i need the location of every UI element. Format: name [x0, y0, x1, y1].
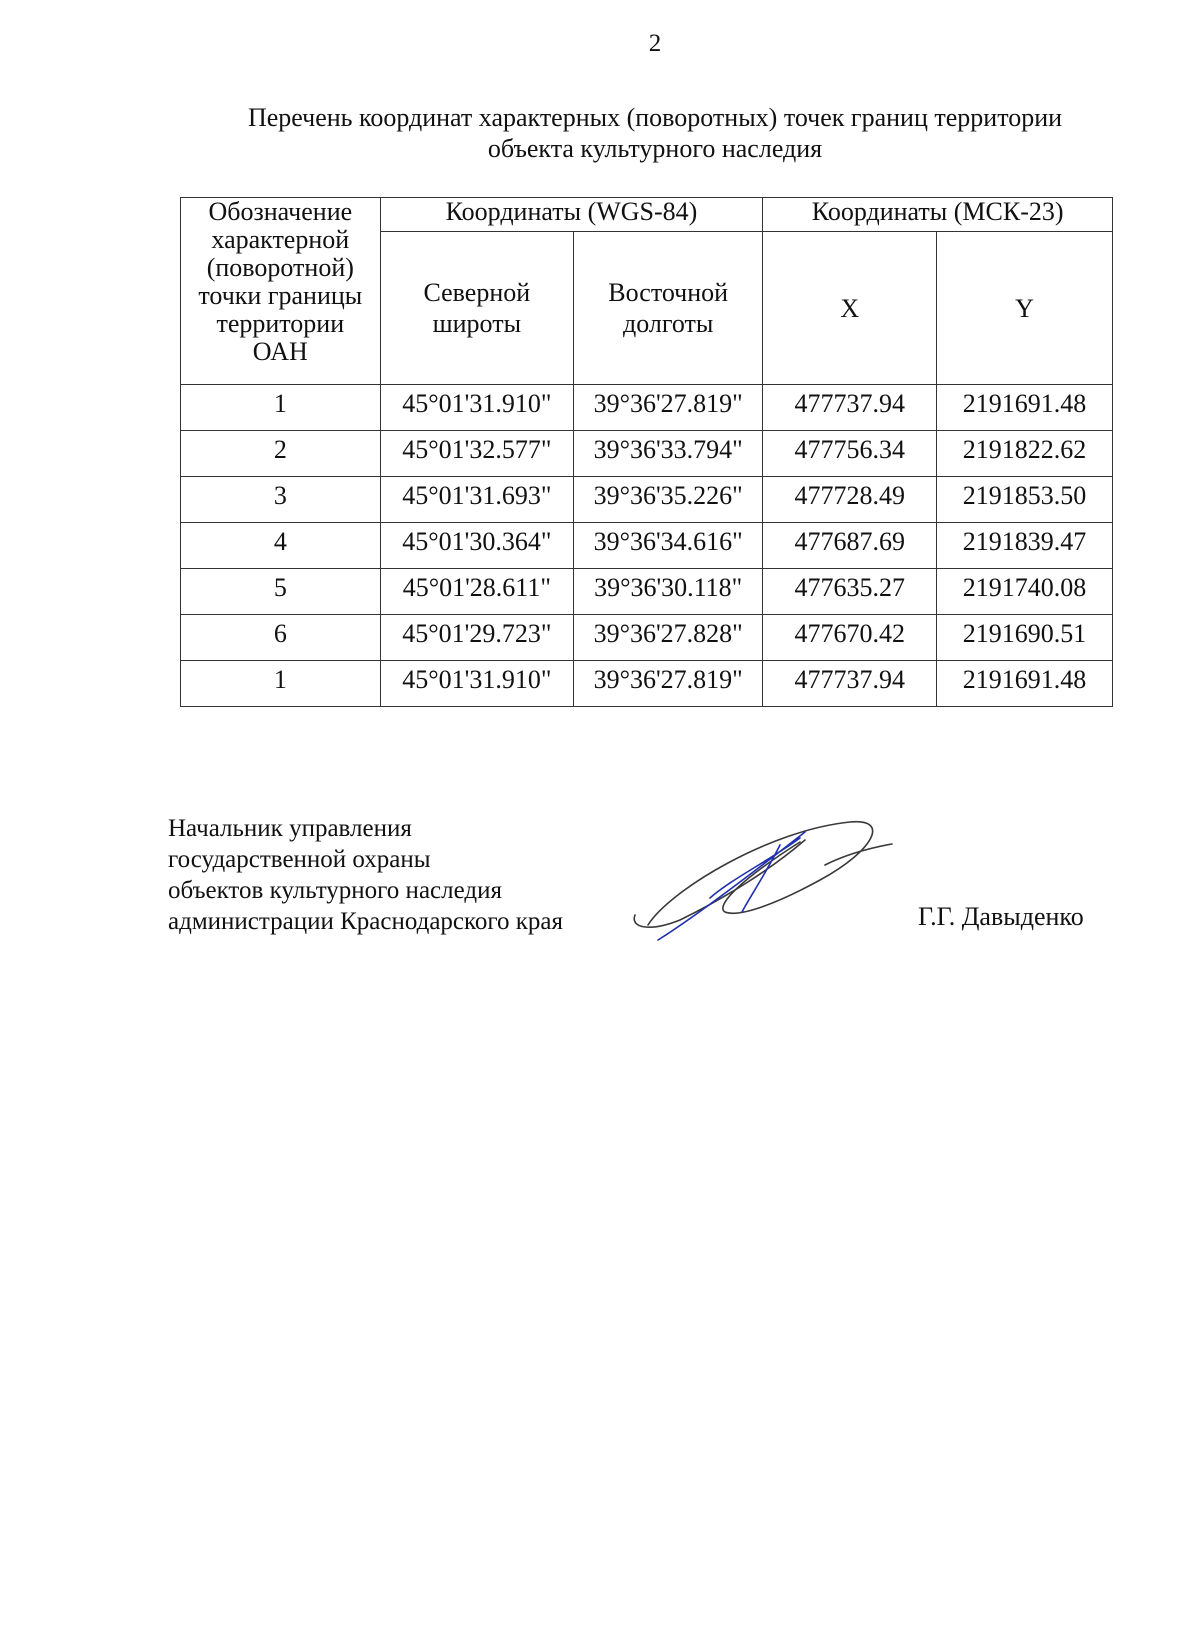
header-north-latitude [380, 232, 573, 385]
cell-y: 2191690.51 [937, 615, 1113, 661]
cell-point: 1 [181, 385, 381, 431]
cell-x: 477670.42 [763, 615, 937, 661]
cell-point: 5 [181, 569, 381, 615]
page-number: 2 [648, 30, 662, 57]
document-title-line-1: Перечень координат характерных (поворотных) точек границ территории [247, 103, 1063, 132]
cell-north: 45°01'30.364" [380, 523, 573, 569]
table-row [181, 523, 1113, 569]
handwritten-signature [630, 820, 910, 960]
cell-y: 2191691.48 [937, 661, 1113, 707]
cell-point: 6 [181, 615, 381, 661]
header-point-line: (поворотной) [206, 253, 354, 282]
cell-north: 45°01'32.577" [380, 431, 573, 477]
header-east-line: Восточной [608, 278, 729, 307]
header-north-line: широты [432, 309, 522, 338]
signer-name: Г.Г. Давыденко [918, 902, 1084, 931]
document-title [180, 102, 1130, 164]
cell-east: 39°36'34.616" [574, 523, 763, 569]
header-north-line: Северной [423, 278, 531, 307]
table-row [181, 661, 1113, 707]
cell-x: 477737.94 [763, 385, 937, 431]
cell-north: 45°01'31.910" [380, 661, 573, 707]
document-title-line-2: объекта культурного наследия [487, 134, 823, 163]
header-point-line: Обозначение [208, 197, 353, 226]
coordinates-table [180, 197, 1113, 707]
header-group-msk23: Координаты (МСК-23) [763, 198, 1113, 232]
cell-x: 477635.27 [763, 569, 937, 615]
signature-stroke-blue [658, 832, 805, 940]
cell-north: 45°01'31.910" [380, 385, 573, 431]
table-row [181, 477, 1113, 523]
header-point-line: территории [216, 309, 345, 338]
table-row [181, 615, 1113, 661]
cell-north: 45°01'29.723" [380, 615, 573, 661]
cell-north: 45°01'31.693" [380, 477, 573, 523]
cell-east: 39°36'27.819" [574, 385, 763, 431]
signatory-position-line: администрации Краснодарского края [168, 908, 564, 935]
cell-x: 477737.94 [763, 661, 937, 707]
cell-y: 2191691.48 [937, 385, 1113, 431]
header-east-longitude [574, 232, 763, 385]
header-point-line: точки границы [198, 281, 363, 310]
header-east-line: долготы [623, 309, 714, 338]
header-point-line: характерной [211, 225, 350, 254]
cell-east: 39°36'30.118" [574, 569, 763, 615]
cell-y: 2191822.62 [937, 431, 1113, 477]
signatory-position-line: объектов культурного наследия [168, 877, 502, 904]
cell-east: 39°36'27.828" [574, 615, 763, 661]
cell-x: 477687.69 [763, 523, 937, 569]
header-point-designation [181, 198, 381, 385]
cell-point: 2 [181, 431, 381, 477]
cell-y: 2191740.08 [937, 569, 1113, 615]
cell-east: 39°36'33.794" [574, 431, 763, 477]
header-point-line: ОАН [252, 337, 308, 366]
signatory-position-line: государственной охраны [168, 846, 431, 873]
header-group-wgs84: Координаты (WGS-84) [380, 198, 763, 232]
table-row [181, 569, 1113, 615]
cell-x: 477728.49 [763, 477, 937, 523]
cell-point: 3 [181, 477, 381, 523]
cell-east: 39°36'27.819" [574, 661, 763, 707]
signatory-position [168, 813, 563, 937]
cell-point: 1 [181, 661, 381, 707]
header-y: Y [937, 232, 1113, 385]
table-header-row [181, 198, 1113, 232]
cell-y: 2191839.47 [937, 523, 1113, 569]
cell-east: 39°36'35.226" [574, 477, 763, 523]
cell-y: 2191853.50 [937, 477, 1113, 523]
cell-point: 4 [181, 523, 381, 569]
table-row [181, 431, 1113, 477]
cell-north: 45°01'28.611" [380, 569, 573, 615]
signatory-position-line: Начальник управления [168, 815, 412, 842]
table-row [181, 385, 1113, 431]
cell-x: 477756.34 [763, 431, 937, 477]
header-x: X [763, 232, 937, 385]
